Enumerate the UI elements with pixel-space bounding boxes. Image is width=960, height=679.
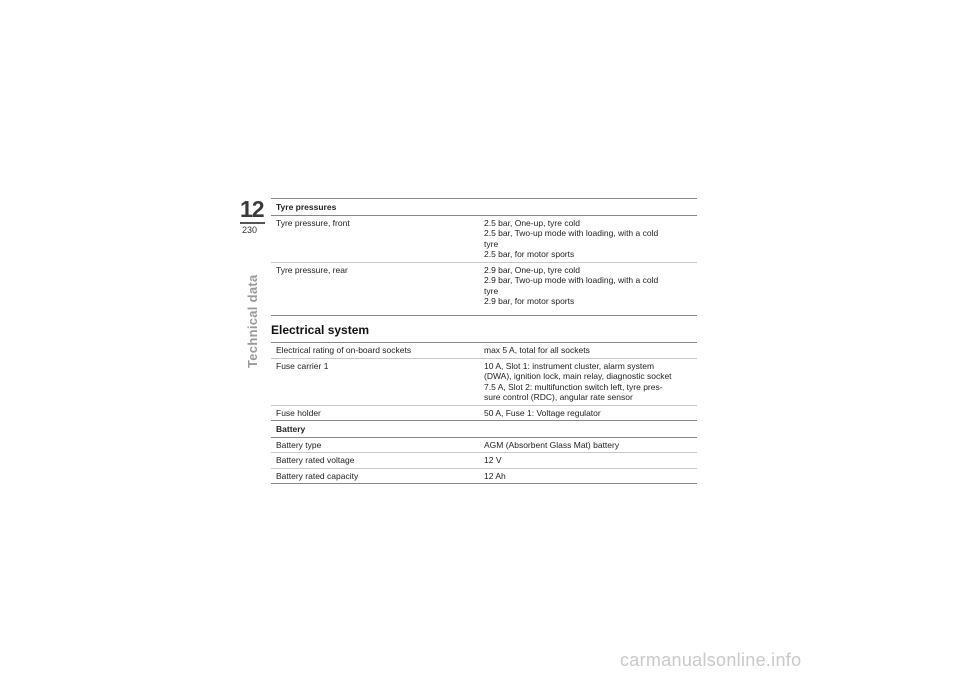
table-row <box>271 342 697 358</box>
spec-value <box>484 408 697 419</box>
battery-table <box>271 437 697 484</box>
table-row <box>271 437 697 453</box>
spec-label: Tyre pressure, rear <box>276 264 348 275</box>
table-row <box>271 452 697 468</box>
spec-value <box>484 440 697 451</box>
spec-value <box>484 361 697 403</box>
battery-heading: Battery <box>276 424 306 434</box>
electrical-system-table <box>271 342 697 420</box>
spec-value-line: 2.5 bar, Two-up mode with loading, with a cold <box>484 228 659 238</box>
table-row <box>271 215 697 262</box>
spec-label: Electrical rating of on-board sockets <box>276 345 412 355</box>
chapter-number: 12 <box>240 196 264 222</box>
electrical-system-heading: Electrical system <box>271 315 697 343</box>
spec-content <box>271 198 697 484</box>
spec-value-line: 2.9 bar, for motor sports <box>484 296 575 306</box>
spec-value-line: tyre <box>484 285 499 296</box>
spec-value-line: 2.9 bar, One-up, tyre cold <box>484 264 580 275</box>
spec-value-line: 2.5 bar, for motor sports <box>484 249 575 259</box>
spec-value <box>484 471 697 482</box>
spec-value-line: 12 V <box>484 455 502 465</box>
spec-value-line: 10 A, Slot 1: instrument cluster, alarm system <box>484 360 655 371</box>
tyre-pressures-heading: Tyre pressures <box>276 202 337 212</box>
spec-value <box>484 218 697 260</box>
spec-value-line: AGM (Absorbent Glass Mat) battery <box>484 439 620 450</box>
spec-value-line: 50 A, Fuse 1: Voltage regulator <box>484 407 601 418</box>
spec-label: Battery rated capacity <box>276 470 359 481</box>
spec-value-line: (DWA), ignition lock, main relay, diagnostic socket <box>484 371 672 381</box>
spec-value <box>484 455 697 466</box>
spec-value-line: 2.5 bar, One-up, tyre cold <box>484 217 580 228</box>
chapter-divider <box>240 222 265 224</box>
spec-value-line: 2.9 bar, Two-up mode with loading, with a cold <box>484 275 659 285</box>
table-row <box>271 468 697 484</box>
tyre-pressures-table <box>271 215 697 309</box>
table-row <box>271 405 697 421</box>
spec-value-line: tyre <box>484 238 499 249</box>
table-row <box>271 262 697 309</box>
spec-label: Fuse holder <box>276 407 321 418</box>
spec-value-line: max 5 A, total for all sockets <box>484 345 590 355</box>
section-side-title: Technical data <box>245 274 260 368</box>
bottom-rule <box>271 483 697 484</box>
spec-value <box>484 345 697 356</box>
spec-label: Fuse carrier 1 <box>276 360 329 371</box>
spec-value-line: 7.5 A, Slot 2: multifunction switch left, tyre pres- <box>484 381 663 392</box>
spec-value-line: 12 Ah <box>484 470 506 481</box>
spec-label: Tyre pressure, front <box>276 217 350 228</box>
spec-label: Battery type <box>276 439 322 450</box>
spec-value-line: sure control (RDC), angular rate sensor <box>484 392 633 402</box>
spec-value <box>484 265 697 307</box>
table-row <box>271 358 697 405</box>
spec-label: Battery rated voltage <box>276 455 355 465</box>
page-number: 230 <box>242 225 258 235</box>
watermark-text: carmanualsonline.info <box>620 650 802 670</box>
